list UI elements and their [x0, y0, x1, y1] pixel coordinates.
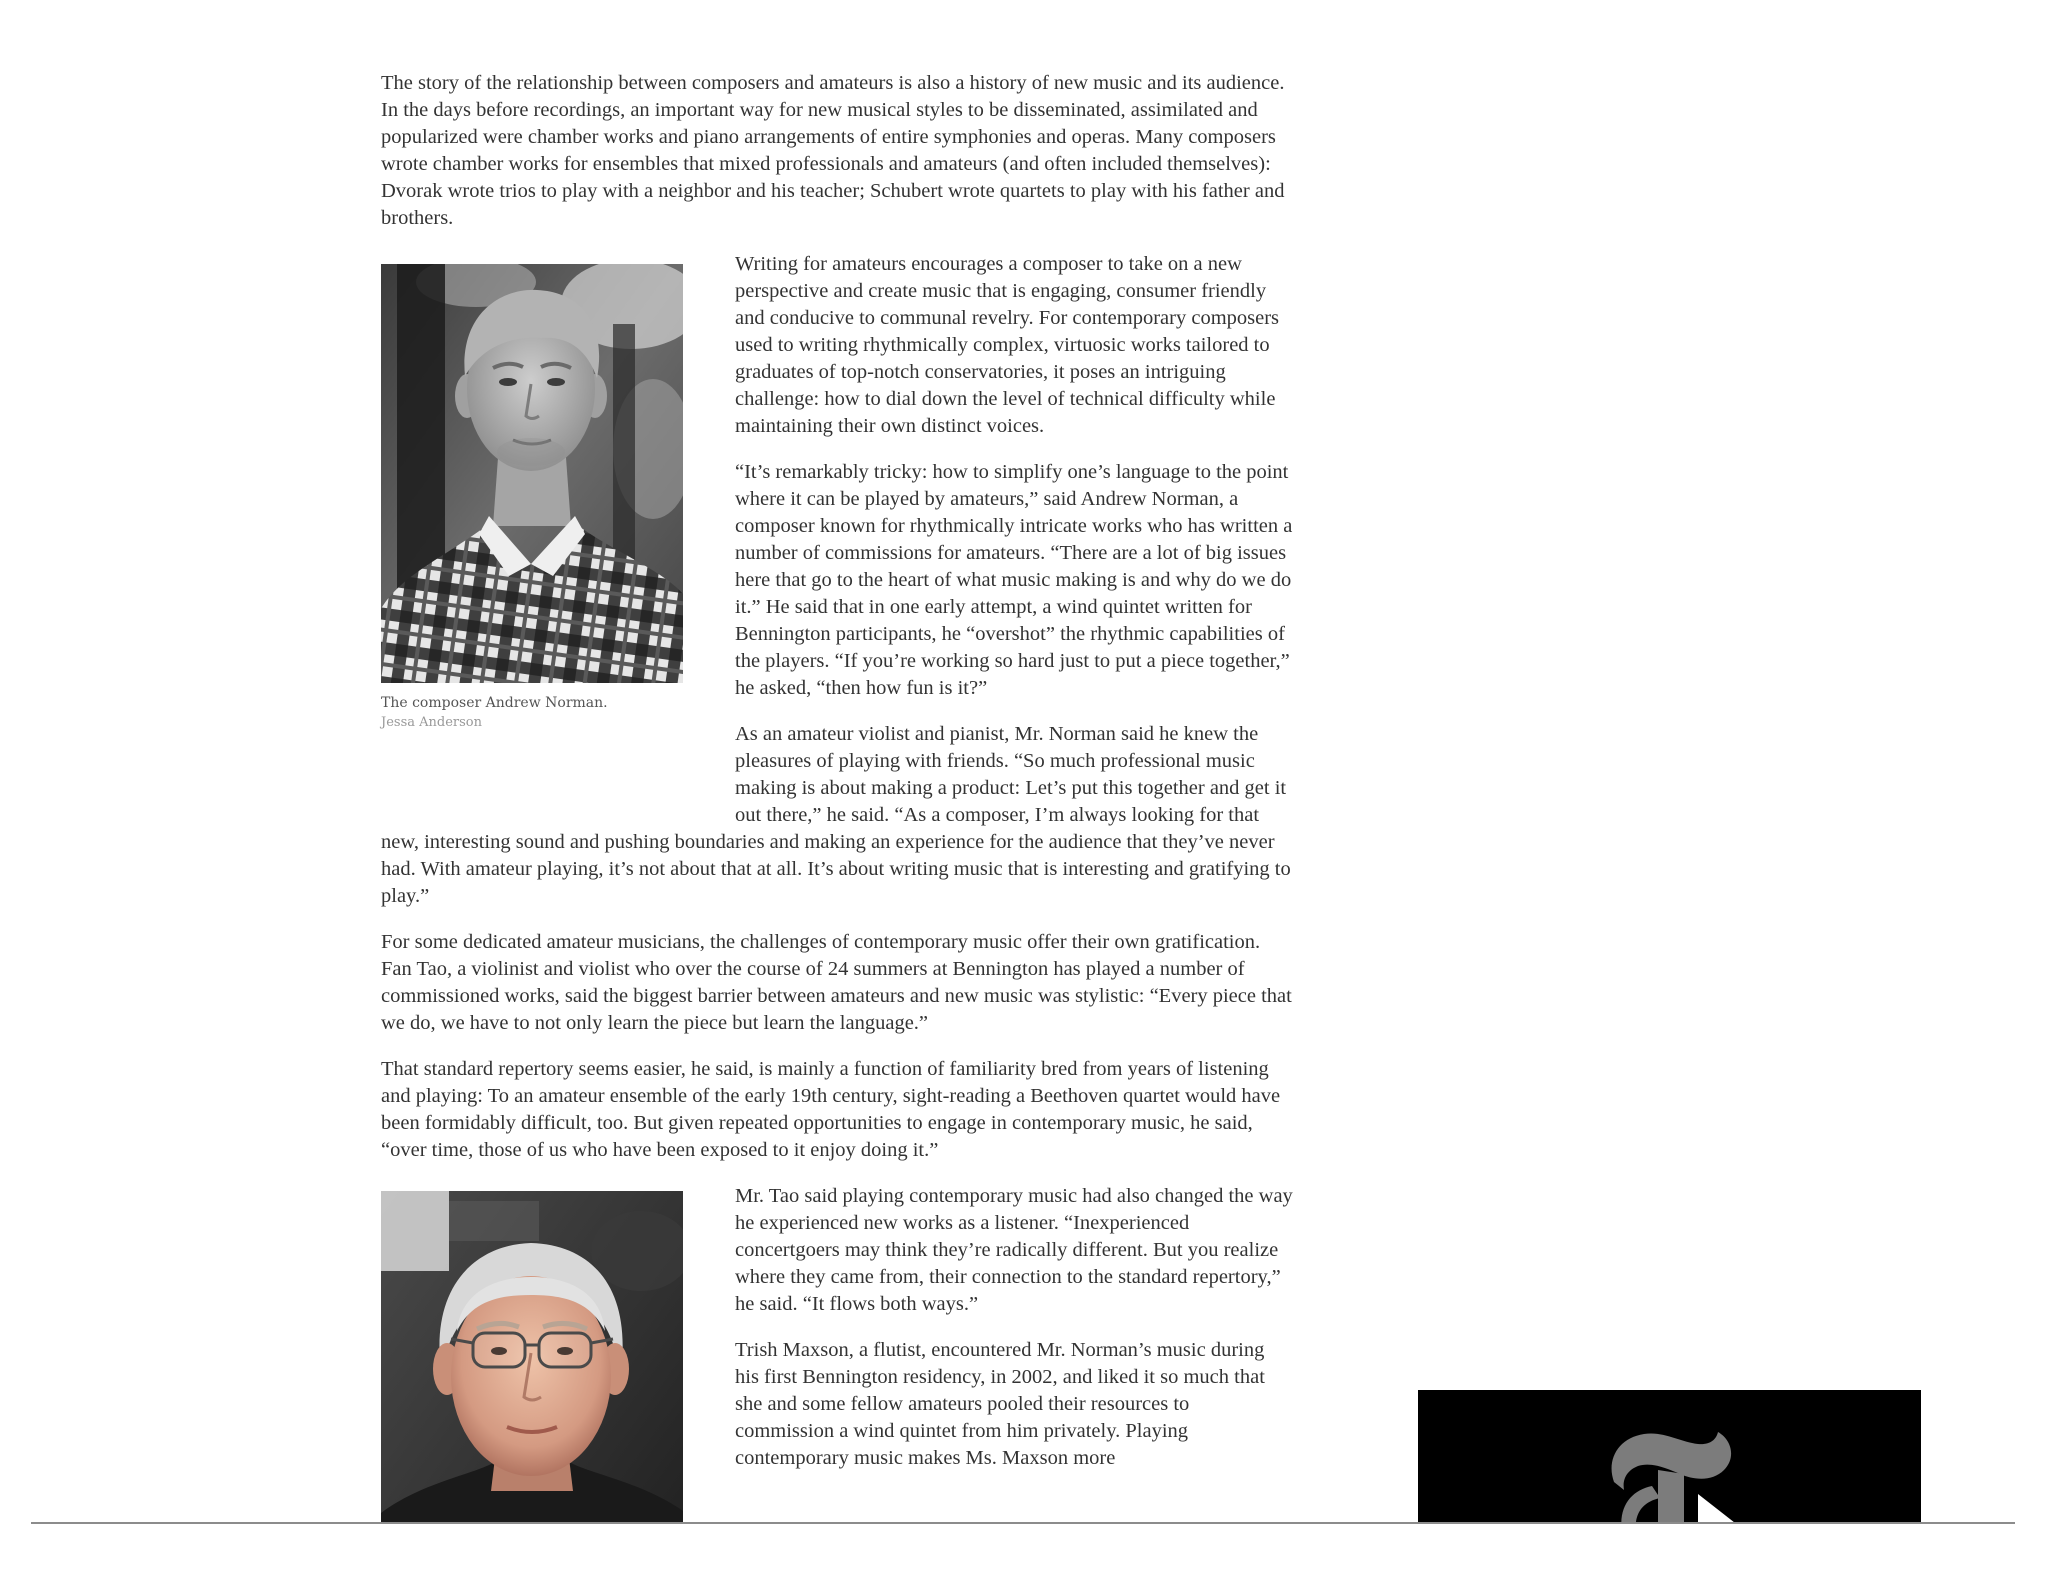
- play-icon[interactable]: [1698, 1494, 1744, 1523]
- photo-credit: Jessa Anderson: [381, 715, 482, 730]
- eye: [499, 378, 517, 386]
- ad-graphic: [1418, 1390, 1921, 1523]
- article-paragraph: Writing for amateurs encourages a composer to take on a new perspective and create music that is engaging, consumer friendly and conducive to communal revelry. For contemporary composers used to writing rhythmically complex, virtuosic works tailored to graduates of top-notch conservatories, it poses an intriguing challenge: how to dial down the level of technical difficulty while maintaining their own distinct voices.: [735, 253, 1280, 437]
- glasses-lens: [539, 1333, 591, 1367]
- article-paragraph: As an amateur violist and pianist, Mr. Norman said he knew the pleasures of playing with friends. “So much professional music making is about making a product: Let’s put this together and get it out there,” he said. “As a composer, I’m always looking for that new, interesting sound and pushing boundaries and making an experience for the audience that they’ve never had. With amateur playing, it’s not about that at all. It’s about writing music that is interesting and gratifying to play.”: [381, 723, 1291, 907]
- article-paragraph: That standard repertory seems easier, he said, is mainly a function of familiarity bred from years of listening and playing: To an amateur ensemble of the early 19th century, sight-reading a Beethoven quartet would have been formidably difficult, too. But given repeated opportunities to engage in contemporary music, he said, “over time, those of us who have been exposed to it enjoy doing it.”: [381, 1058, 1281, 1161]
- tree-trunk: [397, 264, 445, 594]
- tree-trunk: [613, 324, 635, 564]
- eye: [547, 378, 565, 386]
- light-object: [381, 1191, 449, 1271]
- chin-shadow: [497, 438, 565, 466]
- video-ad[interactable]: [1418, 1390, 1921, 1523]
- logo-curl: [1621, 1486, 1660, 1523]
- glasses-lens: [473, 1333, 525, 1367]
- logo-stem: [1658, 1470, 1684, 1523]
- article-paragraph: Mr. Tao said playing contemporary music had also changed the way he experienced new works as a listener. “Inexperienced concertgoers may think they’re radically different. But you realize where they came from, their connection to the standard repertory,” he said. “It flows both ways.”: [735, 1185, 1293, 1315]
- figure-caption: The composer Andrew Norman.: [381, 695, 608, 711]
- figure-fan-tao: [381, 1191, 683, 1523]
- article-body: [381, 0, 1293, 1523]
- figure-andrew-norman: [381, 264, 683, 820]
- article-paragraph: For some dedicated amateur musicians, the challenges of contemporary music offer their own gratification. Fan Tao, a violinist and violist who over the course of 24 summers at Bennington has played a number of commissioned works, said the biggest barrier between amateurs and new music was stylistic: “Every piece that we do, we have to not only learn the piece but learn the language.”: [381, 931, 1292, 1034]
- fan-tao-photo: [381, 1191, 683, 1523]
- article-paragraph: Trish Maxson, a flutist, encountered Mr. Norman’s music during his first Bennington residency, in 2002, and liked it so much that she and some fellow amateurs pooled their resources to commission a wind quintet from him privately. Playing contemporary music makes Ms. Maxson more: [735, 1339, 1265, 1469]
- article-paragraph: The story of the relationship between composers and amateurs is also a history of new music and its audience. In the days before recordings, an important way for new musical styles to be disseminated, assimilated and popularized were chamber works and piano arrangements of entire symphonies and operas. Many composers wrote chamber works for ensembles that mixed professionals and amateurs (and often included themselves): Dvorak wrote trios to play with a neighbor and his teacher; Schubert wrote quartets to play with his father and brothers.: [381, 72, 1285, 229]
- bottom-divider: [31, 1522, 2015, 1524]
- shelf-shadow: [449, 1201, 539, 1241]
- article-paragraph: “It’s remarkably tricky: how to simplify one’s language to the point where it can be played by amateurs,” said Andrew Norman, a composer known for rhythmically intricate works who has written a number of commissions for amateurs. “There are a lot of big issues here that go to the heart of what music making is and why do we do it.” He said that in one early attempt, a wind quintet written for Bennington participants, he “overshot” the rhythmic capabilities of the players. “If you’re working so hard just to put a piece together,” he asked, “then how fun is it?”: [735, 461, 1293, 699]
- andrew-norman-photo: [381, 264, 683, 683]
